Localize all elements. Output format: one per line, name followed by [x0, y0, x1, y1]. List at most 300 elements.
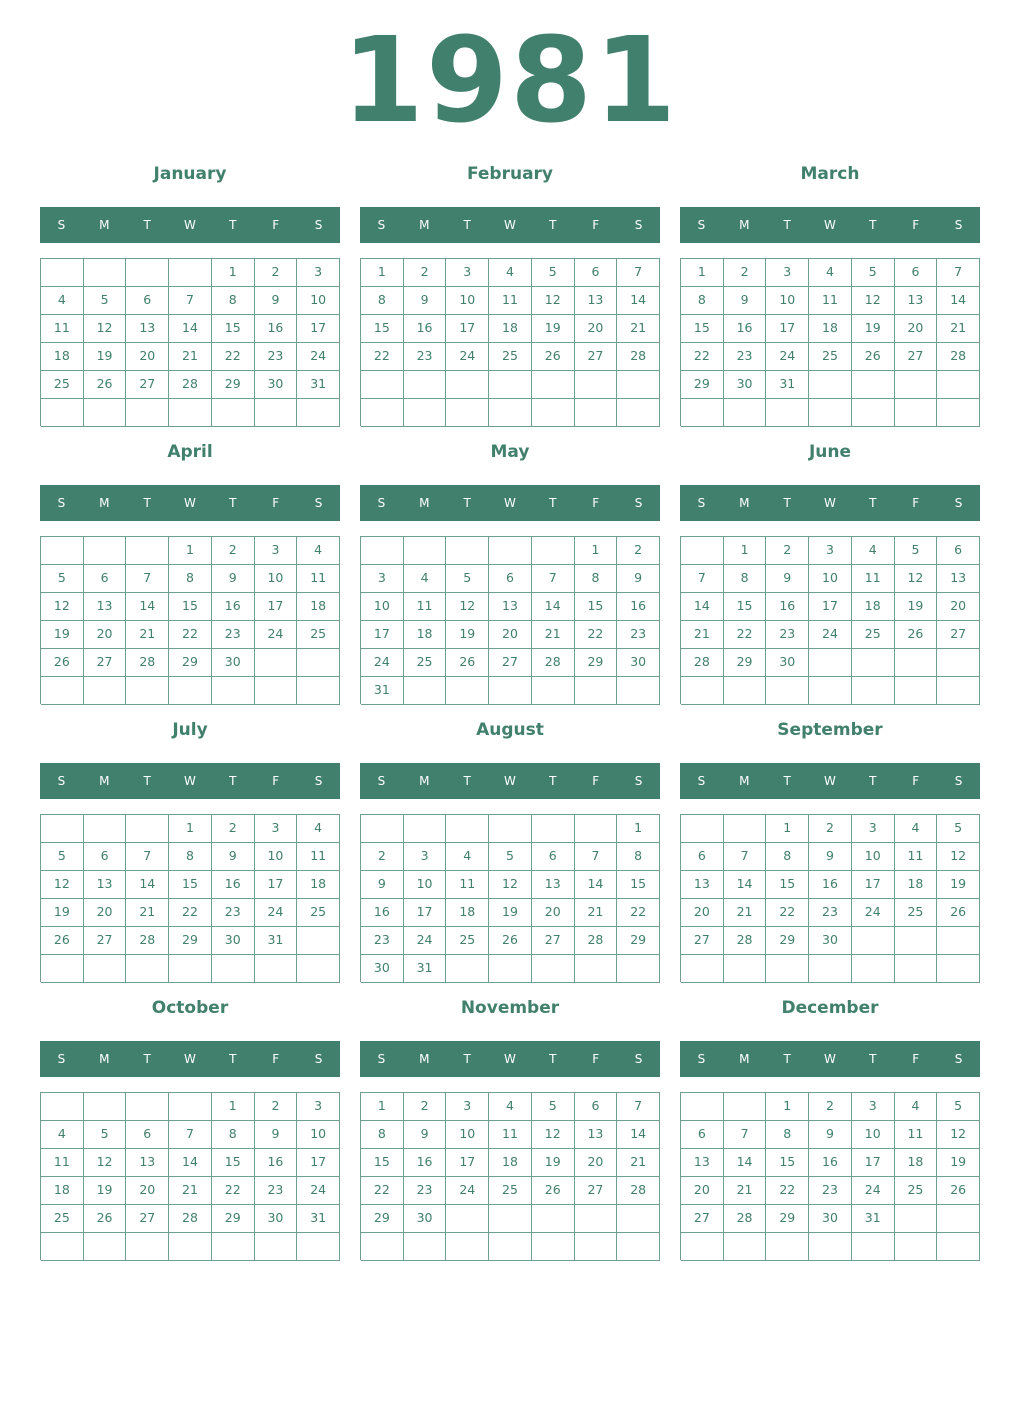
day-cell: 13: [681, 1149, 724, 1177]
empty-day-cell: [532, 537, 575, 565]
day-cell: 19: [852, 315, 895, 343]
empty-day-cell: [446, 1233, 489, 1261]
day-cell: 25: [809, 343, 852, 371]
day-cell: 15: [169, 871, 212, 899]
day-cell: 27: [489, 649, 532, 677]
weekday-header: S: [57, 1052, 66, 1066]
day-cell: 20: [575, 315, 618, 343]
day-cell: 12: [489, 871, 532, 899]
weekday-header: M: [99, 496, 110, 510]
day-cell: 25: [852, 621, 895, 649]
empty-day-cell: [297, 1233, 340, 1261]
empty-day-cell: [297, 677, 340, 705]
empty-day-cell: [446, 1205, 489, 1233]
weekday-header: S: [954, 774, 963, 788]
day-cell: 11: [297, 565, 340, 593]
day-cell: 21: [724, 899, 767, 927]
day-cell: 26: [895, 621, 938, 649]
weekday-header: S: [314, 218, 323, 232]
day-cell: 20: [681, 1177, 724, 1205]
weekday-header: W: [184, 774, 196, 788]
empty-day-cell: [41, 1093, 84, 1121]
day-cell: 29: [724, 649, 767, 677]
weekday-header: F: [272, 218, 280, 232]
weekday-header: S: [377, 496, 386, 510]
weekday-header: M: [99, 1052, 110, 1066]
empty-day-cell: [681, 815, 724, 843]
day-cell: 5: [532, 259, 575, 287]
day-cell: 11: [852, 565, 895, 593]
day-cell: 6: [575, 259, 618, 287]
day-cell: 6: [681, 843, 724, 871]
day-cell: 23: [404, 1177, 447, 1205]
empty-day-cell: [809, 677, 852, 705]
day-cell: 26: [489, 927, 532, 955]
empty-day-cell: [809, 399, 852, 427]
empty-day-cell: [489, 677, 532, 705]
weekday-header: F: [272, 496, 280, 510]
day-cell: 24: [852, 899, 895, 927]
weekday-header: M: [739, 774, 750, 788]
empty-day-cell: [41, 259, 84, 287]
day-cell: 24: [361, 649, 404, 677]
day-cell: 8: [212, 287, 255, 315]
day-grid: [40, 536, 340, 704]
day-cell: 17: [446, 1149, 489, 1177]
empty-day-cell: [724, 1093, 767, 1121]
empty-day-cell: [617, 371, 660, 399]
day-cell: 14: [937, 287, 980, 315]
day-cell: 18: [446, 899, 489, 927]
day-cell: 4: [809, 259, 852, 287]
day-cell: 15: [681, 315, 724, 343]
empty-day-cell: [681, 677, 724, 705]
day-cell: 8: [766, 1121, 809, 1149]
day-cell: 1: [169, 815, 212, 843]
empty-day-cell: [84, 677, 127, 705]
day-cell: 10: [852, 843, 895, 871]
day-grid: [40, 814, 340, 982]
day-cell: 28: [126, 927, 169, 955]
day-cell: 24: [446, 343, 489, 371]
empty-day-cell: [895, 1233, 938, 1261]
day-cell: 29: [361, 1205, 404, 1233]
day-cell: 5: [489, 843, 532, 871]
empty-day-cell: [169, 677, 212, 705]
day-grid: [40, 1092, 340, 1260]
day-cell: 10: [446, 287, 489, 315]
empty-day-cell: [681, 399, 724, 427]
day-cell: 23: [404, 343, 447, 371]
month-october: [40, 992, 340, 1270]
day-cell: 11: [489, 287, 532, 315]
day-cell: 7: [169, 287, 212, 315]
empty-day-cell: [446, 371, 489, 399]
weekday-header: M: [419, 1052, 430, 1066]
day-cell: 28: [169, 1205, 212, 1233]
empty-day-cell: [126, 1093, 169, 1121]
empty-day-cell: [489, 1205, 532, 1233]
day-cell: 5: [446, 565, 489, 593]
empty-day-cell: [617, 1233, 660, 1261]
day-cell: 5: [84, 287, 127, 315]
day-cell: 2: [212, 815, 255, 843]
empty-day-cell: [404, 537, 447, 565]
empty-day-cell: [575, 1233, 618, 1261]
day-cell: 22: [617, 899, 660, 927]
day-cell: 9: [809, 1121, 852, 1149]
empty-day-cell: [681, 537, 724, 565]
day-cell: 3: [361, 565, 404, 593]
day-cell: 7: [169, 1121, 212, 1149]
weekday-header: S: [634, 218, 643, 232]
day-cell: 13: [895, 287, 938, 315]
day-cell: 1: [212, 259, 255, 287]
day-cell: 21: [617, 1149, 660, 1177]
day-cell: 5: [937, 815, 980, 843]
weekday-header: T: [463, 1052, 471, 1066]
day-cell: 15: [212, 1149, 255, 1177]
empty-day-cell: [404, 815, 447, 843]
day-cell: 20: [937, 593, 980, 621]
day-cell: 2: [617, 537, 660, 565]
day-cell: 12: [446, 593, 489, 621]
empty-day-cell: [681, 1093, 724, 1121]
day-cell: 20: [681, 899, 724, 927]
empty-day-cell: [361, 371, 404, 399]
day-cell: 18: [41, 1177, 84, 1205]
weekday-header-bar: [680, 763, 980, 799]
day-cell: 28: [617, 1177, 660, 1205]
day-cell: 18: [489, 1149, 532, 1177]
weekday-header: F: [592, 774, 600, 788]
empty-day-cell: [446, 537, 489, 565]
weekday-header: S: [377, 774, 386, 788]
day-cell: 25: [446, 927, 489, 955]
day-grid: [360, 814, 660, 982]
day-cell: 17: [446, 315, 489, 343]
weekday-header: T: [783, 496, 791, 510]
weekday-header: S: [697, 496, 706, 510]
empty-day-cell: [895, 399, 938, 427]
day-cell: 9: [766, 565, 809, 593]
day-cell: 1: [169, 537, 212, 565]
day-cell: 12: [852, 287, 895, 315]
month-name: February: [466, 164, 554, 184]
empty-day-cell: [617, 399, 660, 427]
day-cell: 27: [532, 927, 575, 955]
day-cell: 10: [809, 565, 852, 593]
day-cell: 8: [766, 843, 809, 871]
empty-day-cell: [361, 815, 404, 843]
day-cell: 10: [255, 565, 298, 593]
day-cell: 20: [895, 315, 938, 343]
day-cell: 21: [126, 899, 169, 927]
empty-day-cell: [895, 649, 938, 677]
month-march: [680, 158, 980, 436]
day-cell: 15: [766, 871, 809, 899]
day-cell: 16: [212, 593, 255, 621]
day-cell: 27: [126, 1205, 169, 1233]
day-cell: 7: [681, 565, 724, 593]
day-cell: 14: [724, 1149, 767, 1177]
day-cell: 15: [617, 871, 660, 899]
empty-day-cell: [937, 1233, 980, 1261]
day-cell: 29: [169, 927, 212, 955]
empty-day-cell: [489, 815, 532, 843]
day-cell: 30: [255, 1205, 298, 1233]
day-cell: 7: [724, 843, 767, 871]
day-cell: 22: [361, 1177, 404, 1205]
day-cell: 13: [532, 871, 575, 899]
day-cell: 21: [532, 621, 575, 649]
day-cell: 3: [446, 259, 489, 287]
empty-day-cell: [255, 649, 298, 677]
weekday-header: T: [869, 496, 877, 510]
empty-day-cell: [532, 399, 575, 427]
day-cell: 13: [937, 565, 980, 593]
day-cell: 24: [404, 927, 447, 955]
empty-day-cell: [766, 1233, 809, 1261]
day-cell: 8: [575, 565, 618, 593]
day-cell: 4: [489, 1093, 532, 1121]
empty-day-cell: [297, 955, 340, 983]
empty-day-cell: [809, 371, 852, 399]
empty-day-cell: [297, 399, 340, 427]
day-cell: 13: [489, 593, 532, 621]
day-cell: 13: [681, 871, 724, 899]
weekday-header: S: [57, 496, 66, 510]
weekday-header: W: [504, 218, 516, 232]
day-cell: 11: [895, 843, 938, 871]
day-cell: 28: [724, 1205, 767, 1233]
day-cell: 23: [212, 621, 255, 649]
weekday-header: T: [783, 774, 791, 788]
day-cell: 2: [404, 259, 447, 287]
empty-day-cell: [681, 1233, 724, 1261]
month-name: December: [781, 998, 879, 1018]
day-cell: 10: [766, 287, 809, 315]
day-cell: 5: [41, 565, 84, 593]
empty-day-cell: [126, 955, 169, 983]
empty-day-cell: [489, 537, 532, 565]
day-cell: 1: [212, 1093, 255, 1121]
day-cell: 12: [937, 843, 980, 871]
empty-day-cell: [404, 1233, 447, 1261]
day-cell: 24: [446, 1177, 489, 1205]
day-cell: 17: [255, 593, 298, 621]
weekday-header: F: [272, 774, 280, 788]
day-cell: 5: [895, 537, 938, 565]
day-cell: 25: [489, 343, 532, 371]
day-cell: 4: [852, 537, 895, 565]
day-cell: 7: [575, 843, 618, 871]
day-cell: 10: [361, 593, 404, 621]
day-cell: 10: [404, 871, 447, 899]
day-cell: 5: [937, 1093, 980, 1121]
day-cell: 29: [766, 927, 809, 955]
day-cell: 19: [446, 621, 489, 649]
day-cell: 21: [617, 315, 660, 343]
day-cell: 27: [84, 649, 127, 677]
day-cell: 18: [297, 593, 340, 621]
day-cell: 7: [126, 565, 169, 593]
day-cell: 3: [255, 815, 298, 843]
day-cell: 12: [84, 1149, 127, 1177]
day-cell: 6: [84, 843, 127, 871]
day-cell: 1: [361, 259, 404, 287]
day-cell: 25: [41, 1205, 84, 1233]
day-cell: 2: [404, 1093, 447, 1121]
day-cell: 22: [169, 621, 212, 649]
day-cell: 4: [404, 565, 447, 593]
empty-day-cell: [724, 955, 767, 983]
day-cell: 26: [532, 1177, 575, 1205]
day-cell: 30: [809, 1205, 852, 1233]
weekday-header: S: [697, 1052, 706, 1066]
weekday-header: W: [504, 774, 516, 788]
empty-day-cell: [255, 399, 298, 427]
empty-day-cell: [575, 371, 618, 399]
empty-day-cell: [852, 649, 895, 677]
empty-day-cell: [126, 399, 169, 427]
day-cell: 1: [766, 815, 809, 843]
day-cell: 25: [297, 899, 340, 927]
day-cell: 1: [575, 537, 618, 565]
day-cell: 4: [895, 815, 938, 843]
day-cell: 22: [212, 1177, 255, 1205]
day-cell: 9: [212, 843, 255, 871]
day-cell: 9: [255, 287, 298, 315]
day-cell: 3: [404, 843, 447, 871]
day-cell: 2: [361, 843, 404, 871]
day-cell: 8: [617, 843, 660, 871]
day-cell: 29: [212, 1205, 255, 1233]
day-cell: 10: [297, 1121, 340, 1149]
empty-day-cell: [895, 1205, 938, 1233]
day-cell: 7: [937, 259, 980, 287]
weekday-header: M: [739, 218, 750, 232]
weekday-header: S: [634, 774, 643, 788]
day-cell: 26: [41, 927, 84, 955]
empty-day-cell: [212, 1233, 255, 1261]
day-cell: 30: [617, 649, 660, 677]
day-cell: 17: [809, 593, 852, 621]
day-cell: 28: [617, 343, 660, 371]
day-cell: 31: [297, 371, 340, 399]
year-title: 1981: [341, 11, 679, 149]
day-cell: 24: [297, 1177, 340, 1205]
empty-day-cell: [852, 399, 895, 427]
weekday-header: S: [377, 1052, 386, 1066]
weekday-header: M: [739, 496, 750, 510]
day-cell: 5: [84, 1121, 127, 1149]
empty-day-cell: [724, 399, 767, 427]
day-cell: 30: [255, 371, 298, 399]
empty-day-cell: [937, 677, 980, 705]
weekday-header: W: [184, 1052, 196, 1066]
day-cell: 4: [297, 537, 340, 565]
day-cell: 23: [809, 899, 852, 927]
day-cell: 24: [766, 343, 809, 371]
weekday-header: F: [272, 1052, 280, 1066]
day-cell: 9: [617, 565, 660, 593]
day-grid: [680, 1092, 980, 1260]
day-cell: 14: [617, 287, 660, 315]
day-cell: 23: [724, 343, 767, 371]
day-cell: 23: [255, 343, 298, 371]
month-december: [680, 992, 980, 1270]
day-cell: 13: [84, 871, 127, 899]
day-grid: [680, 258, 980, 426]
weekday-header: S: [634, 1052, 643, 1066]
month-july: [40, 714, 340, 992]
empty-day-cell: [809, 955, 852, 983]
empty-day-cell: [766, 955, 809, 983]
day-cell: 5: [852, 259, 895, 287]
empty-day-cell: [84, 815, 127, 843]
weekday-header: S: [954, 218, 963, 232]
weekday-header: T: [143, 218, 151, 232]
day-cell: 14: [617, 1121, 660, 1149]
weekday-header: S: [954, 496, 963, 510]
weekday-header: M: [419, 218, 430, 232]
empty-day-cell: [84, 1233, 127, 1261]
weekday-header: T: [549, 218, 557, 232]
day-cell: 30: [212, 649, 255, 677]
day-cell: 19: [489, 899, 532, 927]
empty-day-cell: [532, 815, 575, 843]
day-cell: 12: [41, 871, 84, 899]
day-cell: 2: [724, 259, 767, 287]
weekday-header: S: [314, 774, 323, 788]
day-cell: 8: [361, 1121, 404, 1149]
day-cell: 22: [766, 899, 809, 927]
weekday-header: T: [549, 1052, 557, 1066]
empty-day-cell: [937, 399, 980, 427]
weekday-header: M: [99, 218, 110, 232]
day-cell: 11: [41, 315, 84, 343]
day-cell: 15: [361, 315, 404, 343]
day-cell: 21: [724, 1177, 767, 1205]
day-cell: 8: [361, 287, 404, 315]
weekday-header: T: [229, 1052, 237, 1066]
day-cell: 23: [255, 1177, 298, 1205]
day-cell: 22: [766, 1177, 809, 1205]
day-cell: 4: [895, 1093, 938, 1121]
day-cell: 3: [446, 1093, 489, 1121]
day-cell: 28: [532, 649, 575, 677]
weekday-header: T: [463, 496, 471, 510]
empty-day-cell: [297, 927, 340, 955]
day-cell: 1: [724, 537, 767, 565]
weekday-header: T: [549, 496, 557, 510]
weekday-header: T: [463, 774, 471, 788]
day-cell: 3: [852, 815, 895, 843]
weekday-header: T: [783, 1052, 791, 1066]
day-cell: 1: [681, 259, 724, 287]
day-cell: 17: [404, 899, 447, 927]
empty-day-cell: [766, 677, 809, 705]
day-cell: 11: [404, 593, 447, 621]
empty-day-cell: [126, 815, 169, 843]
weekday-header: M: [739, 1052, 750, 1066]
empty-day-cell: [532, 1205, 575, 1233]
day-cell: 4: [489, 259, 532, 287]
day-cell: 28: [575, 927, 618, 955]
empty-day-cell: [361, 537, 404, 565]
weekday-header: F: [912, 1052, 920, 1066]
